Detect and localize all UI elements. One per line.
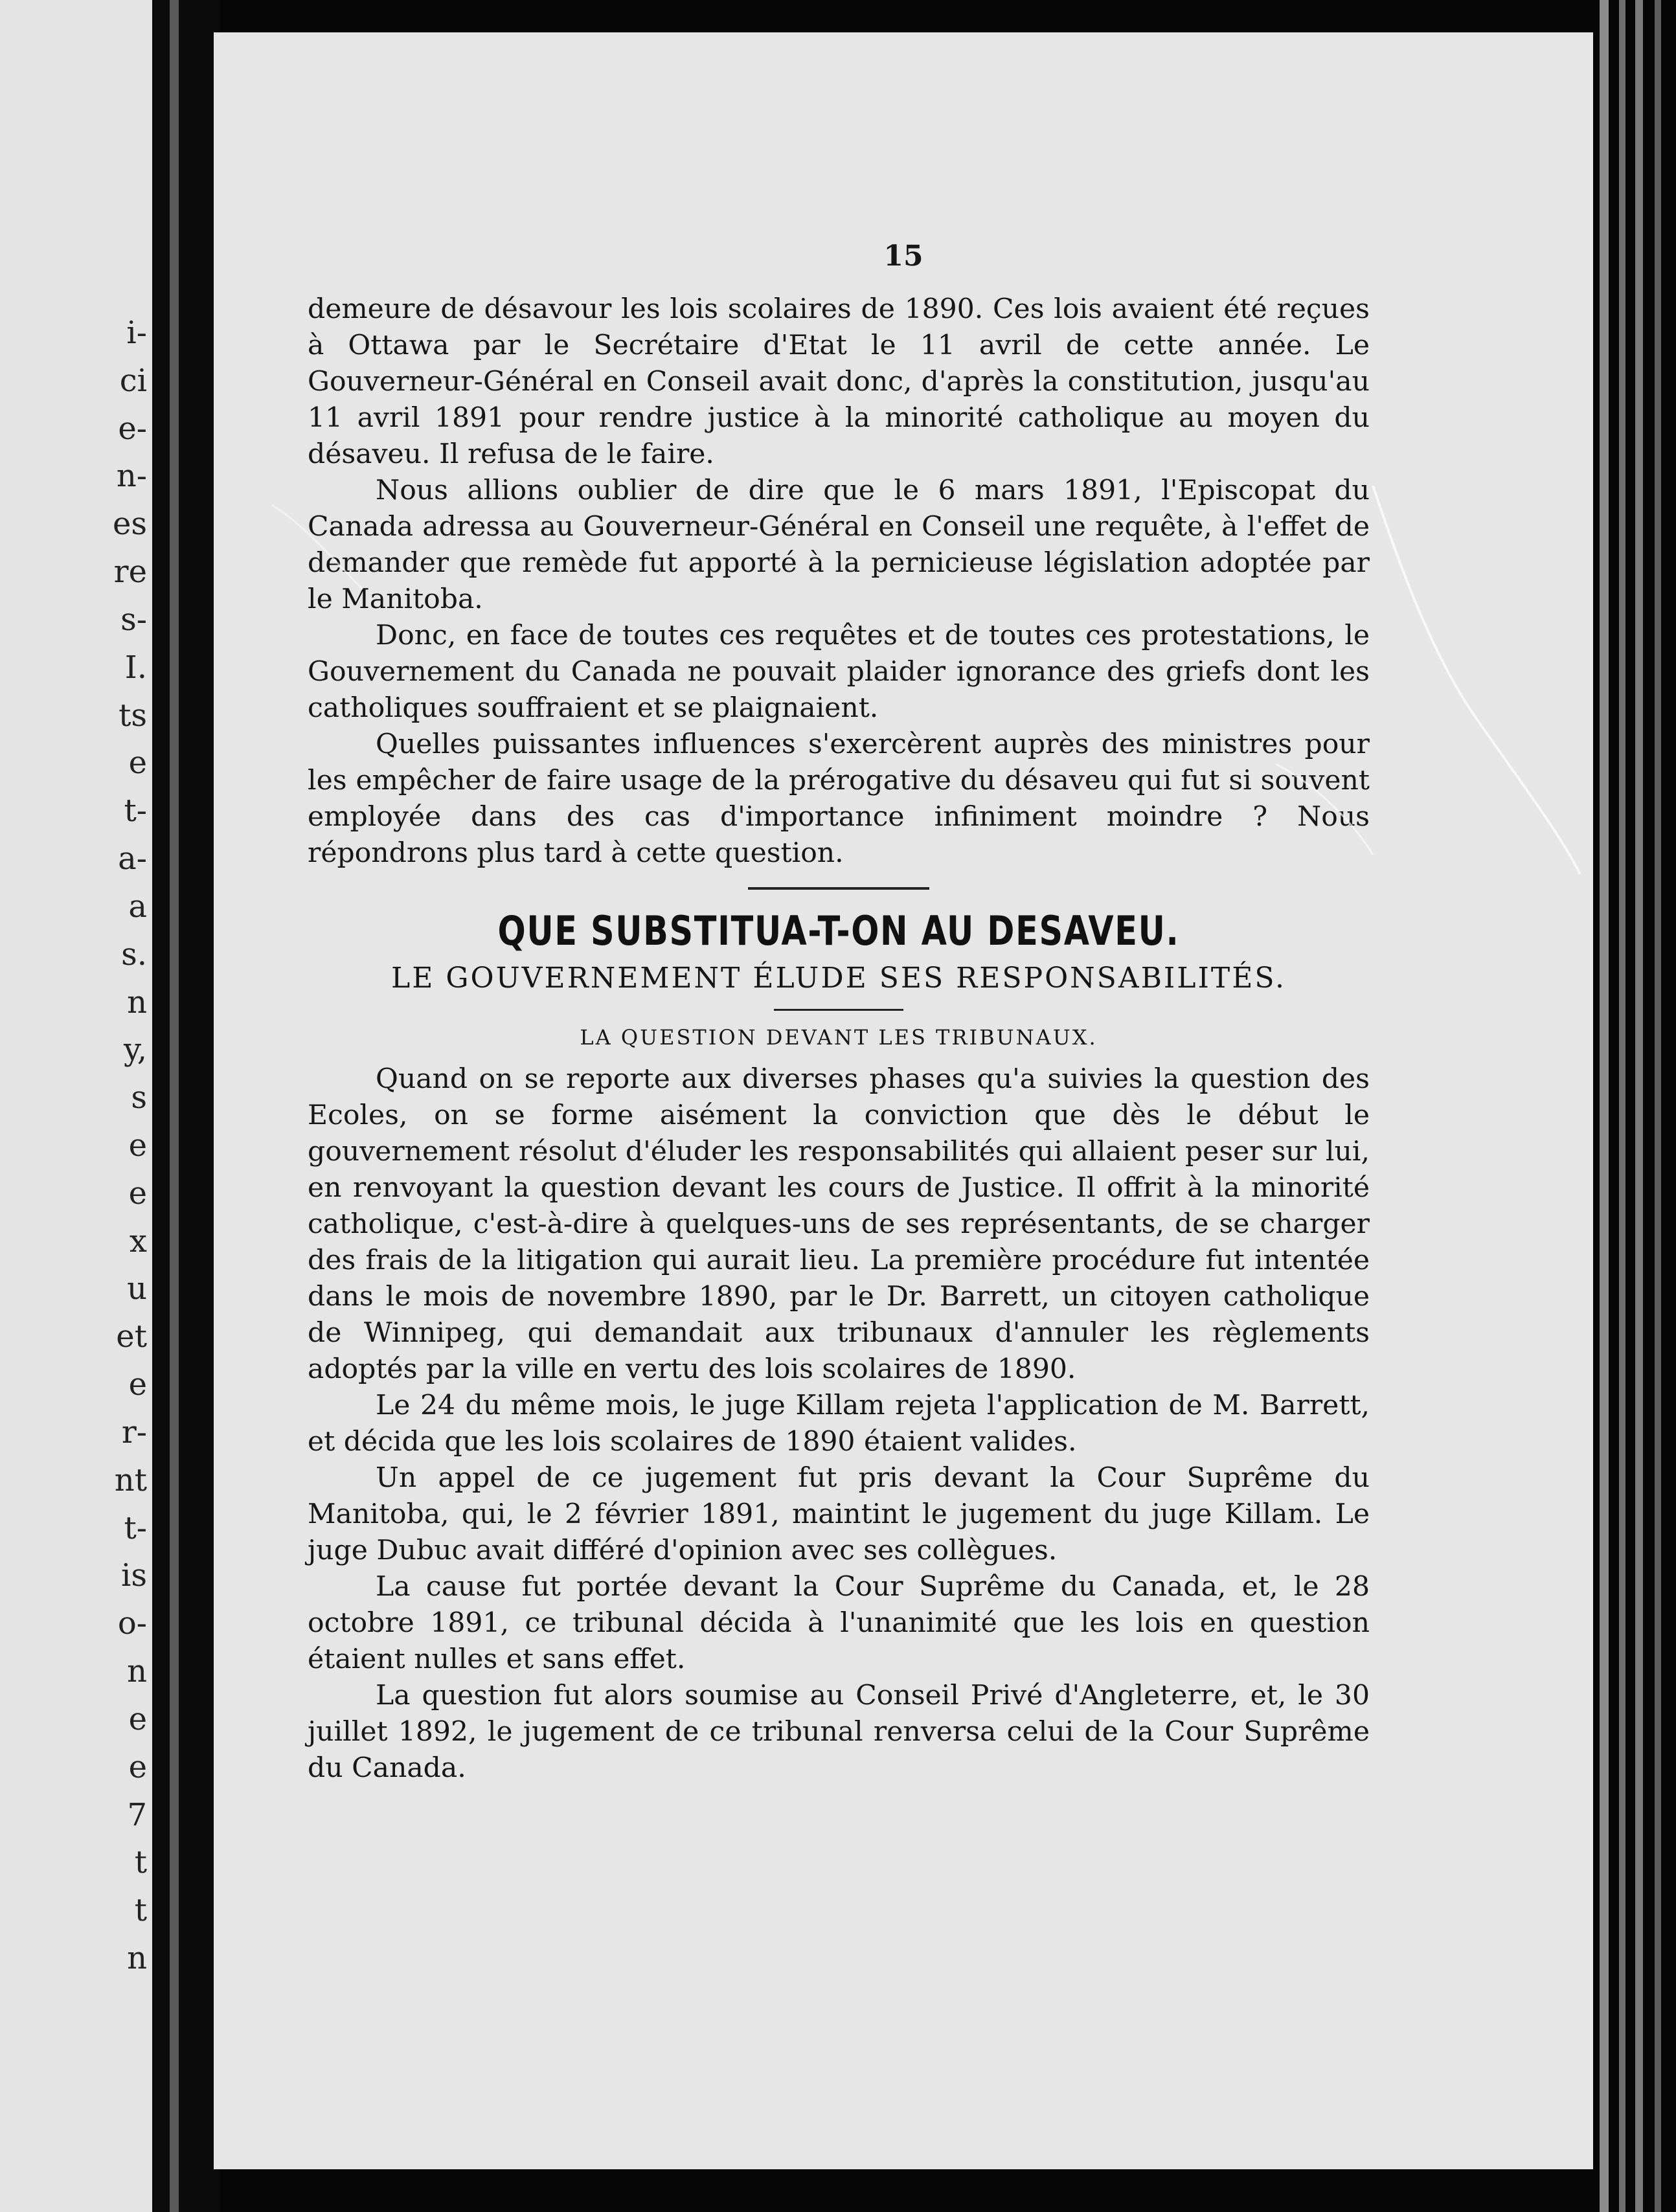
page-edge [1635, 0, 1643, 2212]
left-page-fragment: n- [116, 458, 147, 495]
left-page-fragment: t [134, 1844, 147, 1881]
left-page-fragment: e [128, 1175, 147, 1212]
page-number: 15 [883, 240, 923, 273]
book-page [214, 32, 1593, 2169]
page-edge [1619, 0, 1625, 2212]
left-page-fragment: r- [121, 1414, 147, 1450]
page-body [308, 291, 1370, 1787]
page-edge [1655, 0, 1661, 2212]
book-gutter [152, 0, 220, 2212]
page-edge [1600, 0, 1609, 2212]
left-page-fragment: e [128, 1366, 147, 1403]
left-page-fragment: ts [119, 697, 147, 734]
section-subtitle: LE GOUVERNEMENT ÉLUDE SES RESPONSABILITÉS. [391, 962, 1286, 995]
section-title: QUE SUBSTITUA-T-ON AU DESAVEU. [497, 907, 1180, 954]
left-page-fragment: y, [124, 1032, 147, 1068]
left-page-fragment: o- [117, 1605, 147, 1642]
intro-paragraph: demeure de désavour les lois scolaires de 1890. Ces lois avaient été reçues à Ottawa par le Secrétaire d'Etat le 11 avril de cette année. Le Gouverneur-Général en Conseil avait donc, d'après la constitution, jusqu'au 11 avril 1891 pour rendre justice à la minorité catholique au moyen du désaveu. Il refusa de le faire. [308, 293, 1370, 470]
left-page-fragment: e [128, 1700, 147, 1737]
left-page-fragment: 7 [127, 1796, 147, 1833]
section-divider [748, 887, 929, 890]
left-page-fragment: a- [118, 841, 147, 877]
left-page-fragment: s [131, 1079, 147, 1116]
left-page-fragment: I. [124, 649, 147, 686]
left-page-fragment: e- [118, 410, 147, 447]
left-page-fragment: re [113, 554, 147, 591]
left-page-fragment: a [128, 888, 147, 925]
left-page-fragment: ci [119, 362, 147, 399]
left-page-fragment: s- [120, 601, 147, 638]
section-paragraph: Un appel de ce jugement fut pris devant la Cour Suprême du Manitoba, qui, le 2 février 1891, maintint le jugement du juge Killam. Le juge Dubuc avait différé d'opinion avec ses collègues. [308, 1462, 1370, 1566]
left-page-fragment: es [112, 506, 147, 543]
intro-paragraph: Donc, en face de toutes ces requêtes et de toutes ces protestations, le Gouvernement du Canada ne pouvait plaider ignorance des griefs dont les catholiques souffraient et se plaignaient. [308, 620, 1370, 724]
left-facing-page [0, 0, 152, 2212]
left-page-fragment: u [127, 1270, 147, 1307]
left-page-fragment: n [127, 1653, 147, 1690]
intro-paragraph: Quelles puissantes influences s'exercèrent auprès des ministres pour les empêcher de faire usage de la prérogative du désaveu qui fut si souvent employée dans des cas d'importance infiniment moindre ? Nous répondrons plus tard à cette question. [308, 728, 1370, 869]
left-page-fragment: i- [126, 315, 147, 351]
left-page-fragment: s. [121, 936, 147, 973]
left-page-fragment: x [129, 1223, 147, 1259]
section-paragraph: Quand on se reporte aux diverses phases qu'a suivies la question des Ecoles, on se forme aisément la conviction que dès le début le gouvernement résolut d'éluder les responsabilités qui allaient peser sur lui, en renvoyant la question devant les cours de Justice. Il offrit à la minorité catholique, c'est-à-dire à quelques-uns de ses représentants, de se charger des frais de la litigation qui aurait lieu. La première procédure fut intentée dans le mois de novembre 1890, par le Dr. Barrett, un citoyen catholique de Winnipeg, qui demandait aux tribunaux d'annuler les règlements adoptés par la ville en vertu des lois scolaires de 1890. [308, 1063, 1370, 1385]
left-page-fragment: et [116, 1318, 147, 1355]
subsection-title: LA QUESTION DEVANT LES TRIBUNAUX. [580, 1025, 1098, 1050]
section-paragraph: La question fut alors soumise au Conseil Privé d'Angleterre, et, le 30 juillet 1892, le jugement de ce tribunal renversa celui de la Cour Suprême du Canada. [308, 1680, 1370, 1784]
section-paragraph: Le 24 du même mois, le juge Killam rejeta l'application de M. Barrett, et décida que les lois scolaires de 1890 étaient valides. [308, 1390, 1370, 1458]
left-page-fragment: t [134, 1892, 147, 1929]
section-paragraph: La cause fut portée devant la Cour Suprême du Canada, et, le 28 octobre 1891, ce tribunal décida à l'unanimité que les lois en question étaient nulles et sans effet. [308, 1571, 1370, 1675]
left-page-fragment: t- [124, 1509, 147, 1546]
left-page-fragment: nt [114, 1462, 147, 1498]
left-page-fragment: e [128, 745, 147, 782]
left-page-fragment: e [128, 1127, 147, 1164]
left-page-fragment: t- [124, 793, 147, 830]
left-page-fragment: n [127, 1940, 147, 1976]
left-page-fragment: e [128, 1748, 147, 1785]
subsection-divider [774, 1009, 903, 1011]
intro-paragraph: Nous allions oublier de dire que le 6 mars 1891, l'Episcopat du Canada adressa au Gouverneur-Général en Conseil une requête, à l'effet de demander que remède fut apporté à la pernicieuse législation adoptée par le Manitoba. [308, 475, 1370, 615]
left-page-fragment: is [121, 1557, 147, 1594]
left-page-fragment: n [127, 984, 147, 1021]
gutter-edge [170, 0, 179, 2212]
